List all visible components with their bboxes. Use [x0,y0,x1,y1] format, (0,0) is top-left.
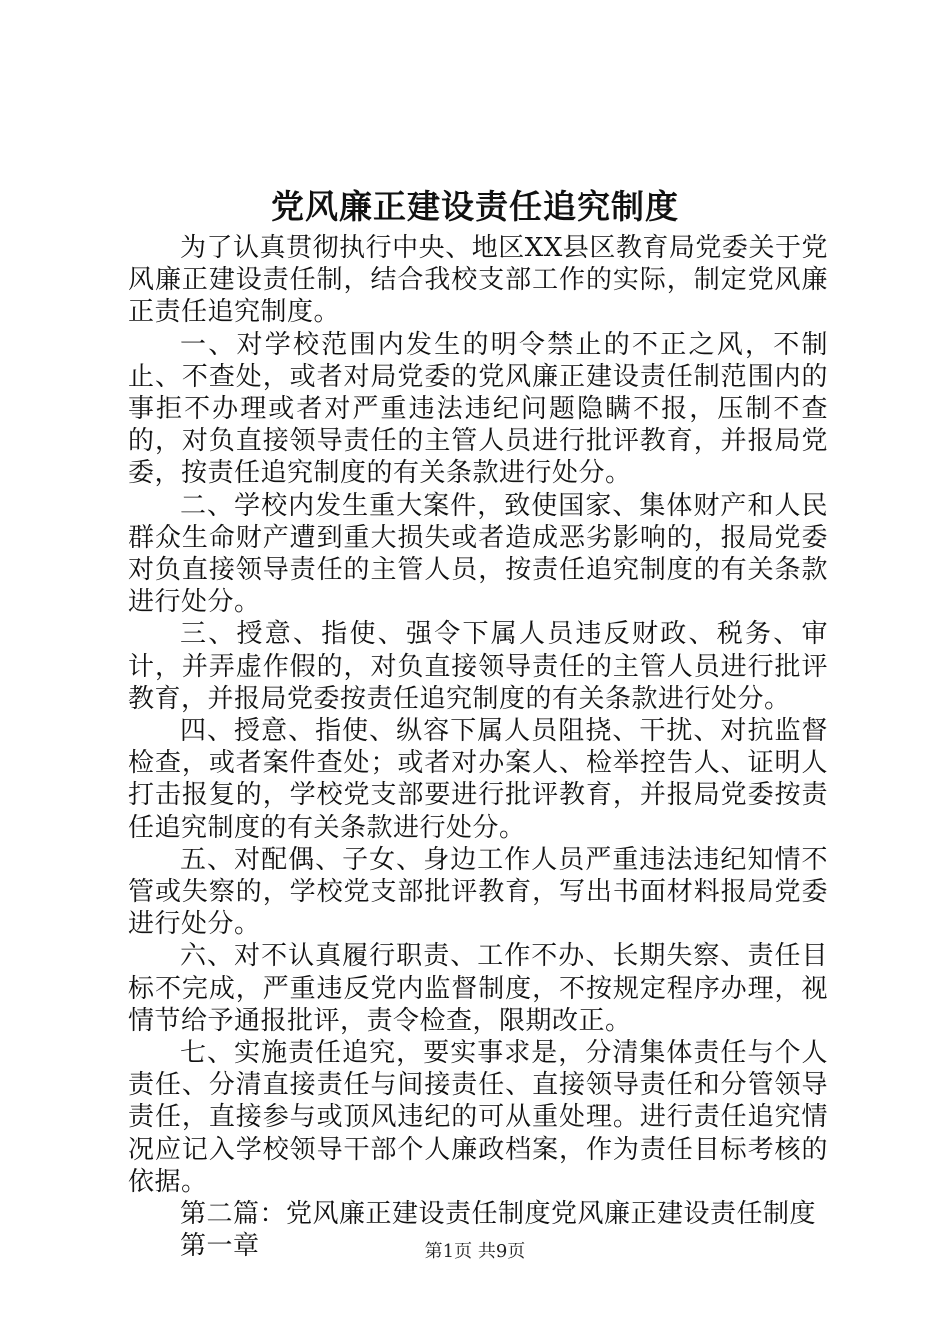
paragraph-article-6: 六、对不认真履行职责、工作不办、长期失察、责任目标不完成，严重违反党内监督制度，不按规定程序办理，视情节给予通报批评，责令检查，限期改正。 [128,941,828,1036]
paragraph-article-7: 七、实施责任追究，要实事求是，分清集体责任与个人责任、分清直接责任与间接责任、直接领导责任和分管领导责任，直接参与或顶风违纪的可从重处理。进行责任追究情况应记入学校领导干部个人廉政档案，作为责任目标考核的依据。 [128,1038,828,1197]
paragraph-article-2: 二、学校内发生重大案件，致使国家、集体财产和人民群众生命财产遭到重大损失或者造成恶劣影响的，报局党委对负直接领导责任的主管人员，按责任追究制度的有关条款进行处分。 [128,490,828,618]
document-body [128,232,828,1263]
page-number-footer: 第1页 共9页 [424,1241,526,1262]
paragraph-article-3: 三、授意、指使、强令下属人员违反财政、税务、审计，并弄虚作假的，对负直接领导责任的主管人员进行批评教育，并报局党委按责任追究制度的有关条款进行处分。 [128,619,828,714]
paragraph-article-1: 一、对学校范围内发生的明令禁止的不正之风，不制止、不查处，或者对局党委的党风廉正建设责任制范围内的事拒不办理或者对严重违法违纪问题隐瞒不报，压制不查的，对负直接领导责任的主管人员进行批评教育，并报局党委，按责任追究制度的有关条款进行处分。 [128,329,828,489]
paragraph-intro: 为了认真贯彻执行中央、地区XX县区教育局党委关于党风廉正建设责任制，结合我校支部工作的实际，制定党风廉正责任追究制度。 [128,233,828,328]
document-title: 党风廉正建设责任追究制度 [271,187,679,226]
paragraph-chapter-heading: 第一章 [180,1231,260,1262]
paragraph-article-5: 五、对配偶、子女、身边工作人员严重违法违纪知情不管或失察的，学校党支部批评教育，写出书面材料报局党委进行处分。 [128,844,828,940]
paragraph-section-heading: 第二篇：党风廉正建设责任制度党风廉正建设责任制度 [180,1199,817,1230]
paragraph-article-4: 四、授意、指使、纵容下属人员阻挠、干扰、对抗监督检查，或者案件查处；或者对办案人、检举控告人、证明人打击报复的，学校党支部要进行批评教育，并报局党委按责任追究制度的有关条款进行处分。 [128,716,828,843]
